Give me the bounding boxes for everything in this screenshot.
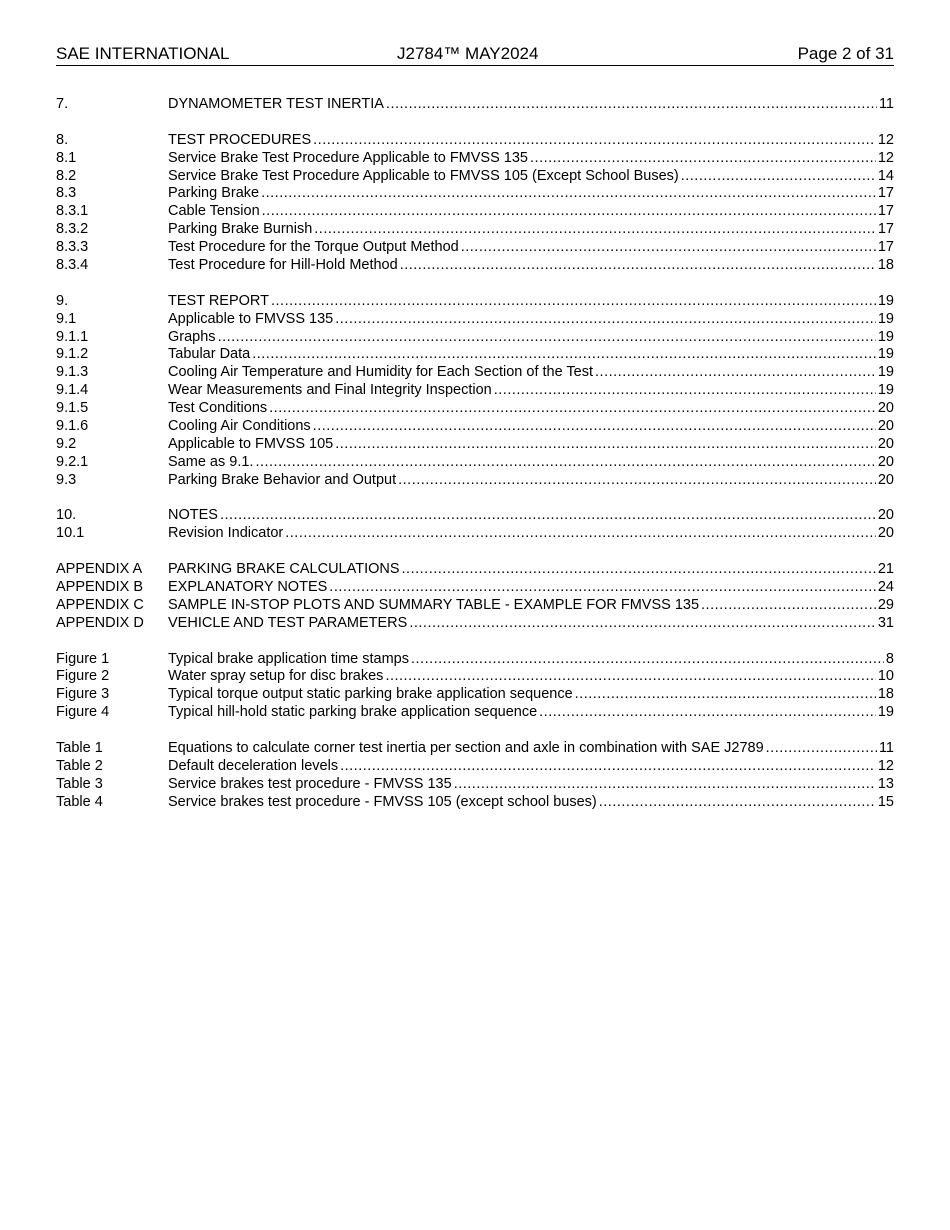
toc-entry-page: 11 (878, 740, 894, 757)
toc-entry-number: 9.2 (56, 435, 77, 452)
toc-entry-title: NOTES (168, 507, 218, 524)
toc-entry-title: TEST PROCEDURES (168, 131, 312, 148)
toc-entry-number: 9.1.5 (56, 400, 89, 417)
toc-entry-title: Service brakes test procedure - FMVSS 105 (except school buses) (168, 793, 597, 810)
toc-dot-leader (285, 525, 876, 543)
toc-entry-title: SAMPLE IN-STOP PLOTS AND SUMMARY TABLE - EXAMPLE FOR FMVSS 135 (168, 596, 700, 613)
toc-entry[interactable] (56, 185, 894, 203)
toc-entry-page: 12 (877, 149, 894, 166)
toc-entry-title: Test Conditions (168, 400, 268, 417)
toc-entry-page: 8 (885, 650, 894, 667)
toc-entry-title: Wear Measurements and Final Integrity Inspection (168, 382, 492, 399)
toc-entry-page: 19 (877, 346, 894, 363)
toc-entry-page: 20 (877, 435, 894, 452)
toc-entry-page: 20 (877, 418, 894, 435)
toc-dot-leader (595, 364, 876, 382)
toc-entry-title: Test Procedure for the Torque Output Method (168, 239, 459, 256)
toc-dot-leader (539, 704, 876, 722)
toc-entry-number: 8. (56, 131, 69, 148)
toc-entry[interactable] (56, 203, 894, 221)
toc-entry-page: 13 (877, 775, 894, 792)
toc-dot-leader (261, 185, 876, 203)
toc-entry-title: Water spray setup for disc brakes (168, 668, 384, 685)
toc-entry-page: 14 (877, 167, 894, 184)
toc-dot-leader (314, 221, 876, 239)
toc-entry-title: EXPLANATORY NOTES (168, 579, 328, 596)
toc-entry-page: 20 (877, 471, 894, 488)
toc-entry[interactable] (56, 776, 894, 794)
toc-entry-number: APPENDIX C (56, 596, 144, 613)
toc-entry[interactable] (56, 454, 894, 472)
toc-entry[interactable] (56, 794, 894, 812)
toc-entry[interactable] (56, 579, 894, 597)
toc-dot-leader (329, 579, 876, 597)
toc-dot-leader (269, 400, 876, 418)
toc-entry-title: Revision Indicator (168, 525, 284, 542)
toc-entry[interactable] (56, 525, 894, 543)
toc-dot-leader (335, 311, 876, 329)
header-organization: SAE INTERNATIONAL (56, 44, 230, 63)
toc-entry-page: 15 (877, 793, 894, 810)
toc-dot-leader (335, 436, 876, 454)
toc-entry-page: 17 (877, 203, 894, 220)
toc-dot-leader (262, 203, 876, 221)
toc-entry-page: 20 (877, 525, 894, 542)
toc-entry-title: VEHICLE AND TEST PARAMETERS (168, 614, 408, 631)
toc-entry-number: 8.3 (56, 185, 77, 202)
toc-entry-title: Service Brake Test Procedure Applicable to FMVSS 135 (168, 149, 529, 166)
toc-entry-page: 18 (877, 686, 894, 703)
toc-entry-number: 9.2.1 (56, 453, 89, 470)
toc-entry-page: 10 (877, 668, 894, 685)
toc-entry-page: 18 (877, 257, 894, 273)
toc-dot-leader (220, 507, 876, 525)
toc-entry-page: 19 (877, 310, 894, 327)
toc-entry[interactable] (56, 561, 894, 579)
toc-dot-leader (255, 454, 875, 472)
toc-entry[interactable] (56, 507, 894, 525)
toc-entry-number: 9.1.3 (56, 364, 89, 381)
toc-dot-leader (409, 615, 876, 633)
toc-entry-number: Table 4 (56, 793, 103, 810)
toc-entry[interactable] (56, 329, 894, 347)
toc-entry-number: APPENDIX A (56, 561, 143, 578)
toc-entry-title: Equations to calculate corner test inertia per section and axle in combination with SAE J2789 (168, 740, 764, 757)
toc-dot-leader (599, 794, 876, 812)
toc-entry-number: 8.3.1 (56, 203, 89, 220)
toc-section-group (56, 651, 894, 723)
toc-entry-number: 9.1.2 (56, 346, 89, 363)
toc-entry-number: APPENDIX D (56, 614, 144, 631)
toc-section-group (56, 561, 894, 633)
toc-entry-page: 19 (877, 382, 894, 399)
toc-entry-number: 10. (56, 507, 77, 524)
toc-entry-page: 29 (877, 596, 894, 613)
toc-entry[interactable] (56, 346, 894, 364)
toc-entry[interactable] (56, 704, 894, 722)
toc-entry-title: Default deceleration levels (168, 757, 339, 774)
toc-dot-leader (271, 293, 876, 311)
toc-dot-leader (313, 418, 876, 436)
toc-dot-leader (494, 382, 876, 400)
toc-entry-page: 17 (877, 221, 894, 238)
toc-entry-title: Typical torque output static parking brake application sequence (168, 686, 573, 703)
toc-entry-title: Service brakes test procedure - FMVSS 135 (168, 775, 452, 792)
toc-entry-page: 20 (877, 453, 894, 470)
toc-entry-page: 20 (877, 400, 894, 417)
toc-entry-title: Test Procedure for Hill-Hold Method (168, 257, 398, 273)
toc-entry[interactable] (56, 651, 894, 669)
toc-entry-page: 20 (877, 507, 894, 524)
toc-entry-title: Cooling Air Temperature and Humidity for Each Section of the Test (168, 364, 594, 381)
toc-entry-title: Cable Tension (168, 203, 260, 220)
toc-entry[interactable] (56, 472, 894, 490)
page-header (56, 43, 894, 66)
table-of-contents (56, 96, 894, 830)
toc-entry-number: Table 2 (56, 757, 103, 774)
toc-entry[interactable] (56, 669, 894, 687)
toc-entry-title: Graphs (168, 328, 216, 345)
toc-entry-page: 11 (878, 95, 894, 112)
toc-section-group (56, 507, 894, 543)
toc-entry[interactable] (56, 293, 894, 311)
toc-entry-number: 7. (56, 95, 69, 112)
toc-dot-leader (530, 150, 876, 168)
toc-entry-page: 21 (877, 561, 894, 578)
toc-entry-title: DYNAMOMETER TEST INERTIA (168, 95, 384, 112)
toc-entry[interactable] (56, 418, 894, 436)
toc-entry-title: Parking Brake (168, 185, 260, 202)
toc-entry-page: 24 (877, 579, 894, 596)
toc-entry[interactable] (56, 96, 894, 114)
toc-entry[interactable] (56, 364, 894, 382)
toc-dot-leader (766, 740, 877, 758)
toc-entry-page: 17 (877, 185, 894, 202)
toc-entry[interactable] (56, 382, 894, 400)
toc-entry-title: PARKING BRAKE CALCULATIONS (168, 561, 400, 578)
toc-entry-number: 9.1.6 (56, 418, 89, 435)
toc-dot-leader (340, 758, 876, 776)
toc-section-group (56, 740, 894, 812)
toc-entry-page: 19 (877, 704, 894, 721)
toc-dot-leader (252, 346, 876, 364)
toc-entry[interactable] (56, 615, 894, 633)
toc-entry-title: Parking Brake Burnish (168, 221, 313, 238)
toc-entry-title: Service Brake Test Procedure Applicable to FMVSS 105 (Except School Buses) (168, 167, 679, 184)
toc-entry-number: Figure 3 (56, 686, 110, 703)
toc-entry[interactable] (56, 168, 894, 186)
toc-entry-number: 9.1.1 (56, 328, 89, 345)
toc-entry-title: Tabular Data (168, 346, 251, 363)
toc-entry-title: TEST REPORT (168, 292, 269, 309)
toc-entry-page: 19 (877, 364, 894, 381)
toc-entry-number: 10.1 (56, 525, 85, 542)
toc-entry-page: 12 (877, 757, 894, 774)
toc-entry-page: 19 (877, 292, 894, 309)
toc-dot-leader (575, 686, 876, 704)
toc-entry-page: 12 (877, 131, 894, 148)
toc-entry-number: 8.2 (56, 167, 77, 184)
toc-dot-leader (400, 257, 876, 275)
toc-dot-leader (681, 168, 876, 186)
toc-entry-number: APPENDIX B (56, 579, 144, 596)
toc-entry[interactable] (56, 221, 894, 239)
toc-entry[interactable] (56, 239, 894, 257)
toc-entry-number: 9. (56, 292, 69, 309)
toc-entry-number: Table 1 (56, 740, 103, 757)
toc-entry[interactable] (56, 150, 894, 168)
toc-entry[interactable] (56, 436, 894, 454)
toc-entry-number: Figure 2 (56, 668, 110, 685)
toc-entry-number: 8.3.4 (56, 257, 89, 273)
toc-entry-number: 8.3.2 (56, 221, 89, 238)
toc-entry-title: Applicable to FMVSS 105 (168, 435, 334, 452)
header-document-id: J2784™ MAY2024 (397, 44, 539, 63)
toc-entry-title: Typical hill-hold static parking brake application sequence (168, 704, 538, 721)
toc-dot-leader (313, 132, 876, 150)
toc-dot-leader (461, 239, 876, 257)
toc-entry-number: 8.1 (56, 149, 77, 166)
toc-entry-number: 9.3 (56, 471, 77, 488)
toc-entry[interactable] (56, 686, 894, 704)
toc-entry-title: Applicable to FMVSS 135 (168, 310, 334, 327)
toc-entry-number: Table 3 (56, 775, 103, 792)
header-page-info: Page 2 of 31 (797, 44, 894, 63)
toc-dot-leader (454, 776, 876, 794)
toc-entry-number: 8.3.3 (56, 239, 89, 256)
toc-dot-leader (385, 668, 875, 686)
toc-entry-title: Cooling Air Conditions (168, 418, 311, 435)
toc-entry[interactable] (56, 740, 894, 758)
toc-entry-title: Parking Brake Behavior and Output (168, 471, 397, 488)
toc-entry[interactable] (56, 400, 894, 418)
toc-entry[interactable] (56, 597, 894, 615)
toc-section-group (56, 293, 894, 490)
toc-entry-number: 9.1 (56, 310, 77, 327)
toc-entry[interactable] (56, 758, 894, 776)
toc-dot-leader (402, 561, 876, 579)
toc-entry-number: Figure 1 (56, 650, 110, 667)
toc-entry-page: 19 (877, 328, 894, 345)
toc-entry-title: Typical brake application time stamps (168, 650, 409, 667)
toc-entry-number: Figure 4 (56, 704, 110, 721)
toc-entry-title: Same as 9.1. (168, 453, 254, 470)
toc-dot-leader (411, 651, 884, 669)
toc-dot-leader (398, 472, 876, 490)
toc-section-group (56, 96, 894, 114)
toc-section-group (56, 132, 894, 275)
toc-entry[interactable] (56, 132, 894, 150)
toc-entry-number: 9.1.4 (56, 382, 89, 399)
toc-entry-page: 17 (877, 239, 894, 256)
toc-entry-page: 31 (877, 614, 894, 631)
toc-entry[interactable] (56, 311, 894, 329)
toc-dot-leader (218, 329, 876, 347)
toc-dot-leader (386, 96, 877, 114)
toc-dot-leader (701, 597, 876, 615)
toc-entry[interactable] (56, 257, 894, 275)
